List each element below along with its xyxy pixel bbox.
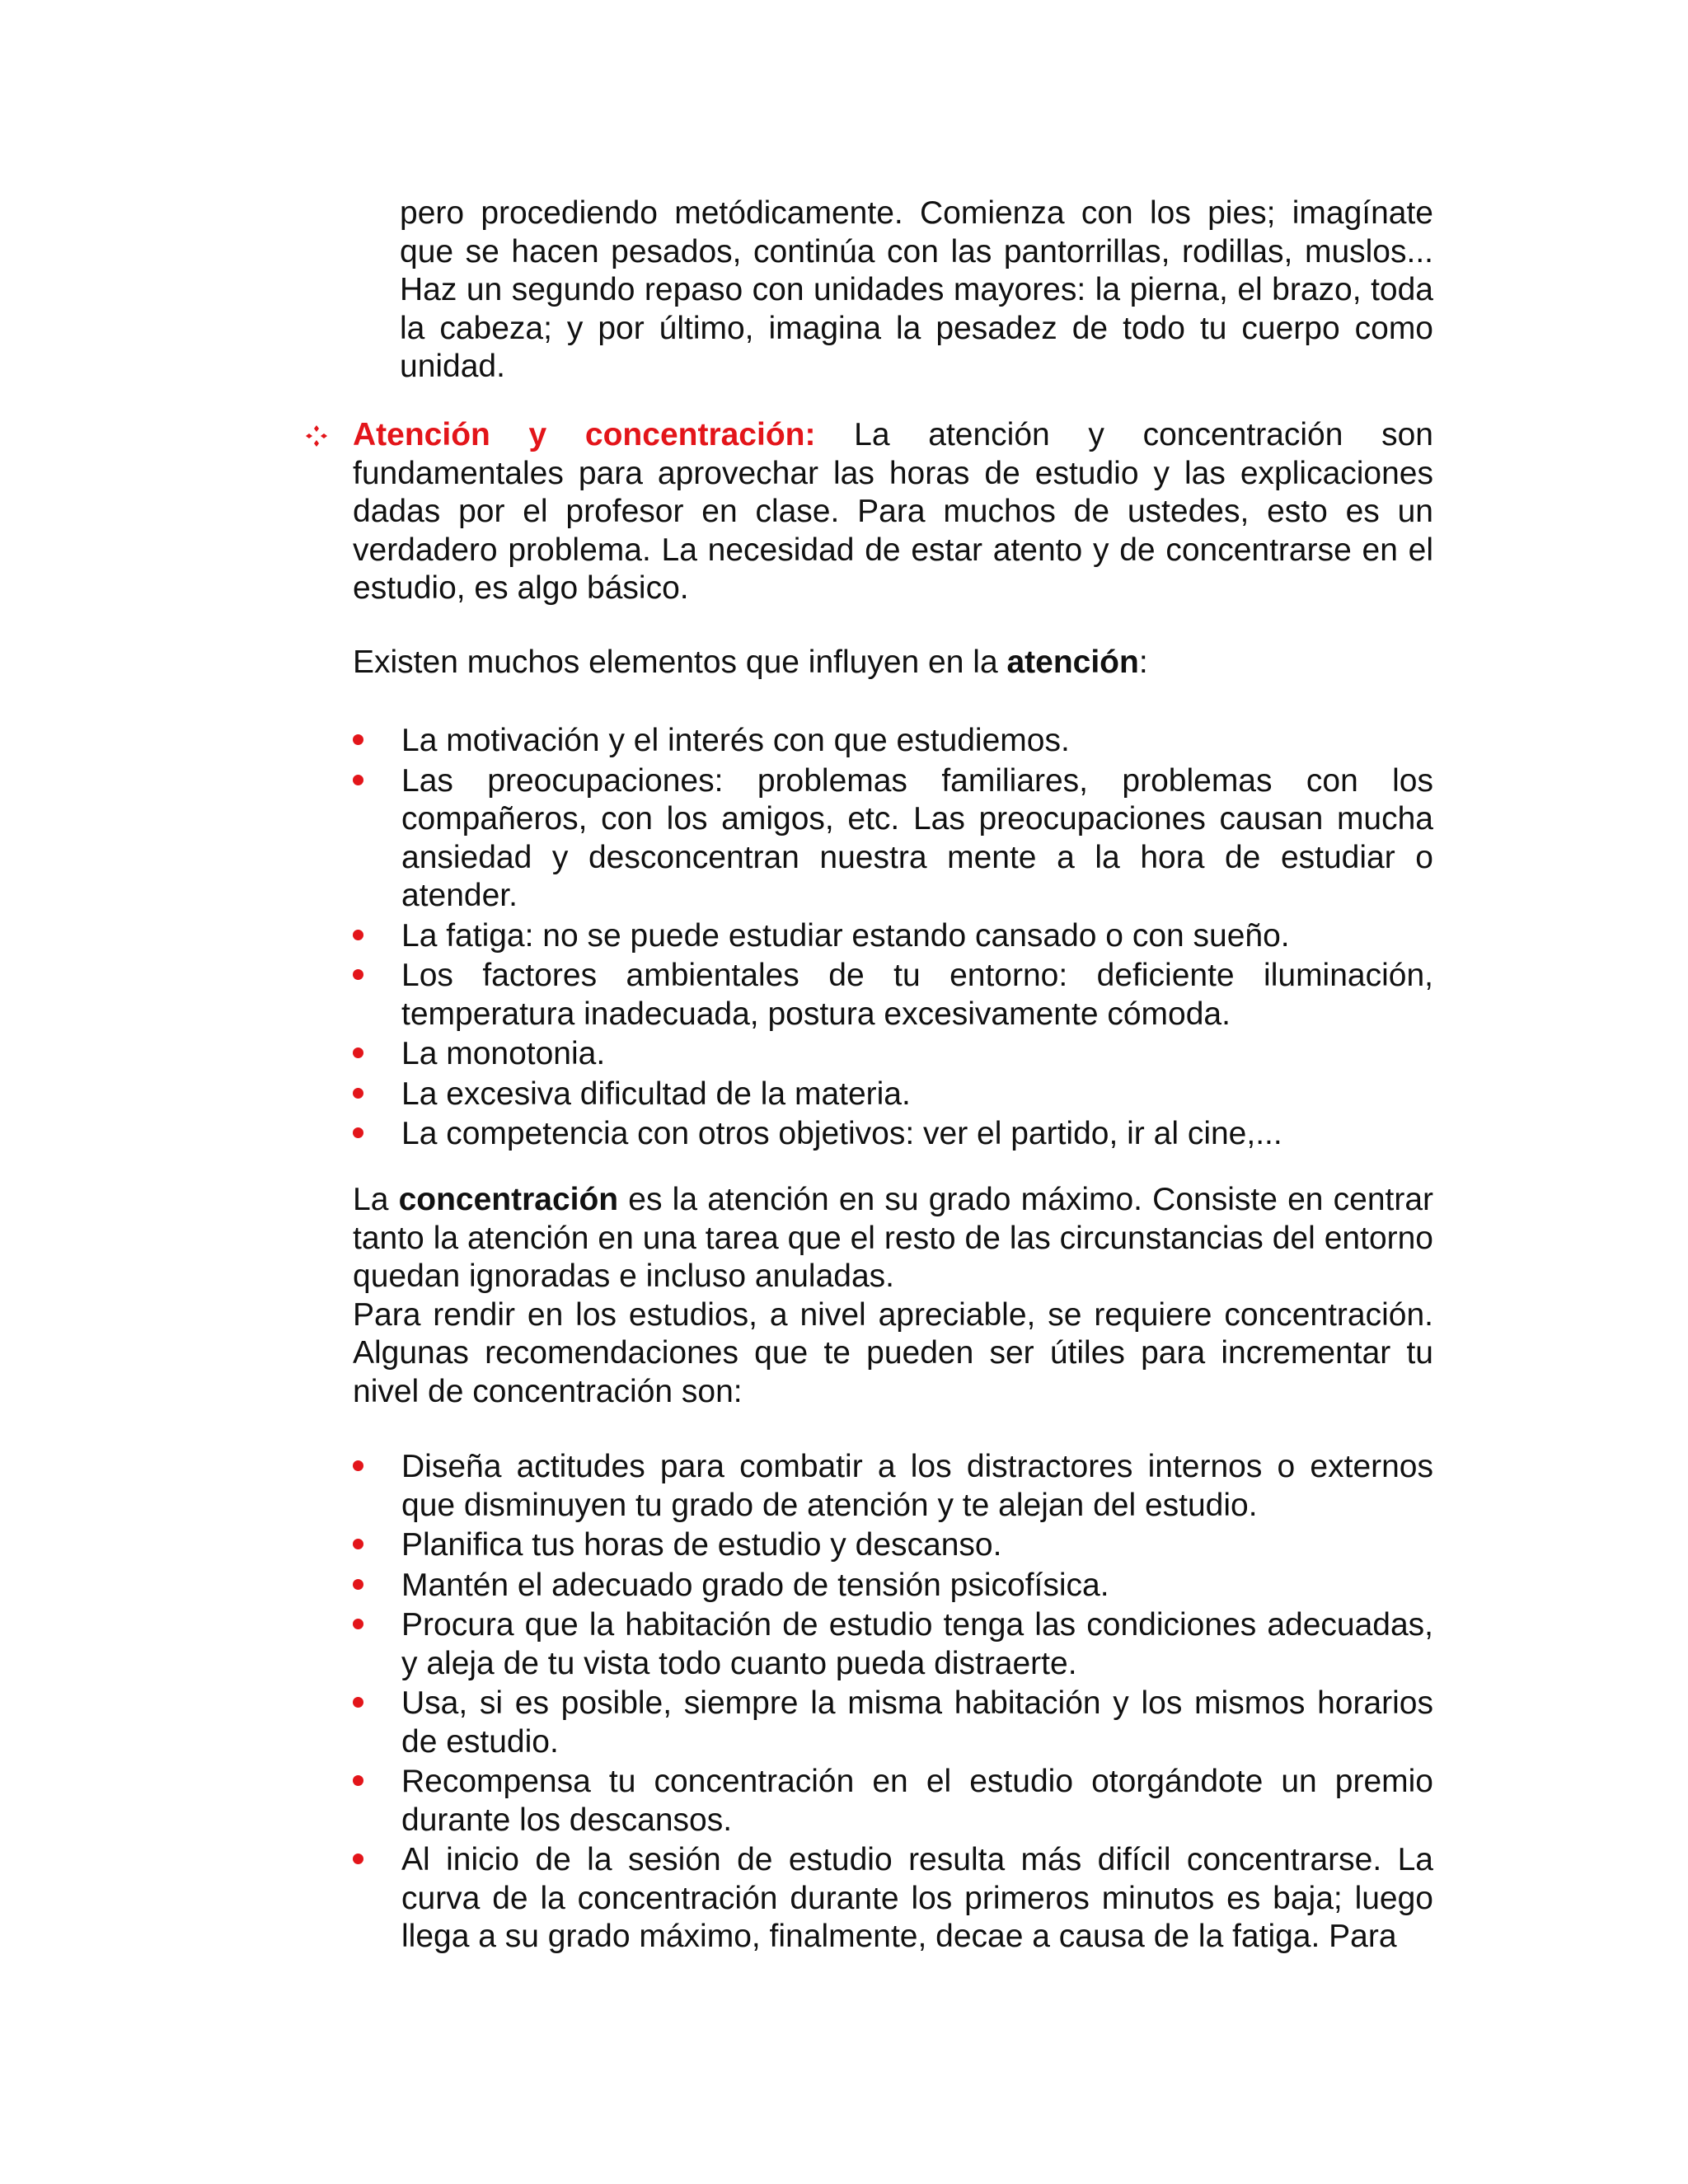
bullet-dot-icon: [353, 1579, 363, 1590]
concentration-definition: [353, 1181, 1433, 1296]
concentration-bold: concentración: [398, 1182, 619, 1217]
list-item-text: La excesiva dificultad de la materia.: [401, 1076, 911, 1112]
section-attention-concentration: [353, 416, 1433, 608]
bullet-dot-icon: [353, 969, 363, 980]
bullet-dot-icon: [353, 1539, 363, 1549]
bullet-dot-icon: [353, 1127, 363, 1138]
bullet-dot-icon: [353, 734, 363, 745]
section-text: La atención y concentración son fundamentales para aprovechar las horas de estudio y las explicaciones dadas por el profesor en clase. Para muchos de ustedes, esto es un verdadero problema. La necesidad de estar atento y de concentrarse en el estudio, es algo básico.: [353, 417, 1433, 606]
recommendations-list: [353, 1448, 1433, 1958]
bullet-dot-icon: [353, 1619, 363, 1629]
list-item: [353, 762, 1433, 916]
list-item-text: La fatiga: no se puede estudiar estando cansado o con sueño.: [401, 917, 1290, 954]
list-item-text: La motivación y el interés con que estudiemos.: [401, 723, 1070, 758]
bullet-dot-icon: [353, 775, 363, 785]
list-item-text: Diseña actitudes para combatir a los distractores internos o externos que disminuyen tu grado de atención y te alejan del estudio.: [401, 1449, 1433, 1523]
list-item: [353, 957, 1433, 1033]
list-item: [353, 1841, 1433, 1957]
list-item: [353, 1567, 1433, 1605]
list-item-text: Mantén el adecuado grado de tensión psicofísica.: [401, 1567, 1109, 1603]
concentration-prefix: La: [353, 1182, 399, 1217]
bullet-dot-icon: [353, 1854, 363, 1864]
list-item-text: La competencia con otros objetivos: ver el partido, ir al cine,...: [401, 1116, 1282, 1151]
list-item: [353, 1076, 1433, 1114]
concentration-paragraph: [353, 1181, 1433, 1411]
list-item-text: La monotonia.: [401, 1036, 606, 1071]
attention-intro-suffix: :: [1138, 644, 1148, 680]
bullet-dot-icon: [353, 1088, 363, 1099]
list-item-text: Procura que la habitación de estudio tenga las condiciones adecuadas, y aleja de tu vista todo cuanto pueda distraerte.: [401, 1607, 1433, 1681]
bullet-dot-icon: [353, 1460, 363, 1471]
diamond-bullet-icon: [305, 424, 328, 448]
list-item: [353, 1115, 1433, 1154]
list-item: [353, 1448, 1433, 1525]
list-item: [353, 1685, 1433, 1761]
list-item: [353, 722, 1433, 761]
list-item-text: Las preocupaciones: problemas familiares, problemas con los compañeros, con los amigos, etc. Las preocupaciones causan mucha ansiedad y desconcentran nuestra mente a la hora de estudiar o atender.: [401, 762, 1433, 913]
concentration-recommendations-intro: Para rendir en los estudios, a nivel apreciable, se requiere concentración. Algunas recomendaciones que te pueden ser útiles para incrementar tu nivel de concentración son:: [353, 1296, 1433, 1409]
attention-intro-prefix: Existen muchos elementos que influyen en la: [353, 644, 1007, 680]
bullet-dot-icon: [353, 930, 363, 940]
section-heading: Atención y concentración:: [353, 417, 816, 452]
list-item-text: Los factores ambientales de tu entorno: deficiente iluminación, temperatura inadecuada, postura excesivamente cómoda.: [401, 958, 1433, 1032]
bullet-dot-icon: [353, 1047, 363, 1058]
list-item: [353, 1526, 1433, 1565]
list-item: [353, 917, 1433, 956]
intro-paragraph: pero procediendo metódicamente. Comienza con los pies; imagínate que se hacen pesados, continúa con las pantorrillas, rodillas, muslos... Haz un segundo repaso con unidades mayores: la pierna, el brazo, toda la cabeza; y por último, imagina la pesadez de todo tu cuerpo como unidad.: [400, 195, 1433, 384]
list-item: [353, 1035, 1433, 1074]
list-item-text: Planifica tus horas de estudio y descanso.: [401, 1527, 1002, 1563]
attention-factors-list: [353, 722, 1433, 1155]
list-item-text: Al inicio de la sesión de estudio resulta más difícil concentrarse. La curva de la concentración durante los primeros minutos es baja; luego llega a su grado máximo, finalmente, decae a causa de la fatiga. Para: [401, 1842, 1433, 1954]
list-item-text: Recompensa tu concentración en el estudio otorgándote un premio durante los descansos.: [401, 1764, 1433, 1838]
attention-intro: [353, 644, 1433, 682]
list-item: [353, 1763, 1433, 1840]
concentration-text: es la atención en su grado máximo. Consiste en centrar tanto la atención en una tarea que el resto de las circunstancias del entorno quedan ignoradas e incluso anuladas.: [353, 1182, 1434, 1294]
attention-intro-bold: atención: [1006, 644, 1139, 680]
list-item: [353, 1606, 1433, 1683]
bullet-dot-icon: [353, 1697, 363, 1708]
list-item-text: Usa, si es posible, siempre la misma habitación y los mismos horarios de estudio.: [401, 1685, 1433, 1760]
bullet-dot-icon: [353, 1775, 363, 1786]
